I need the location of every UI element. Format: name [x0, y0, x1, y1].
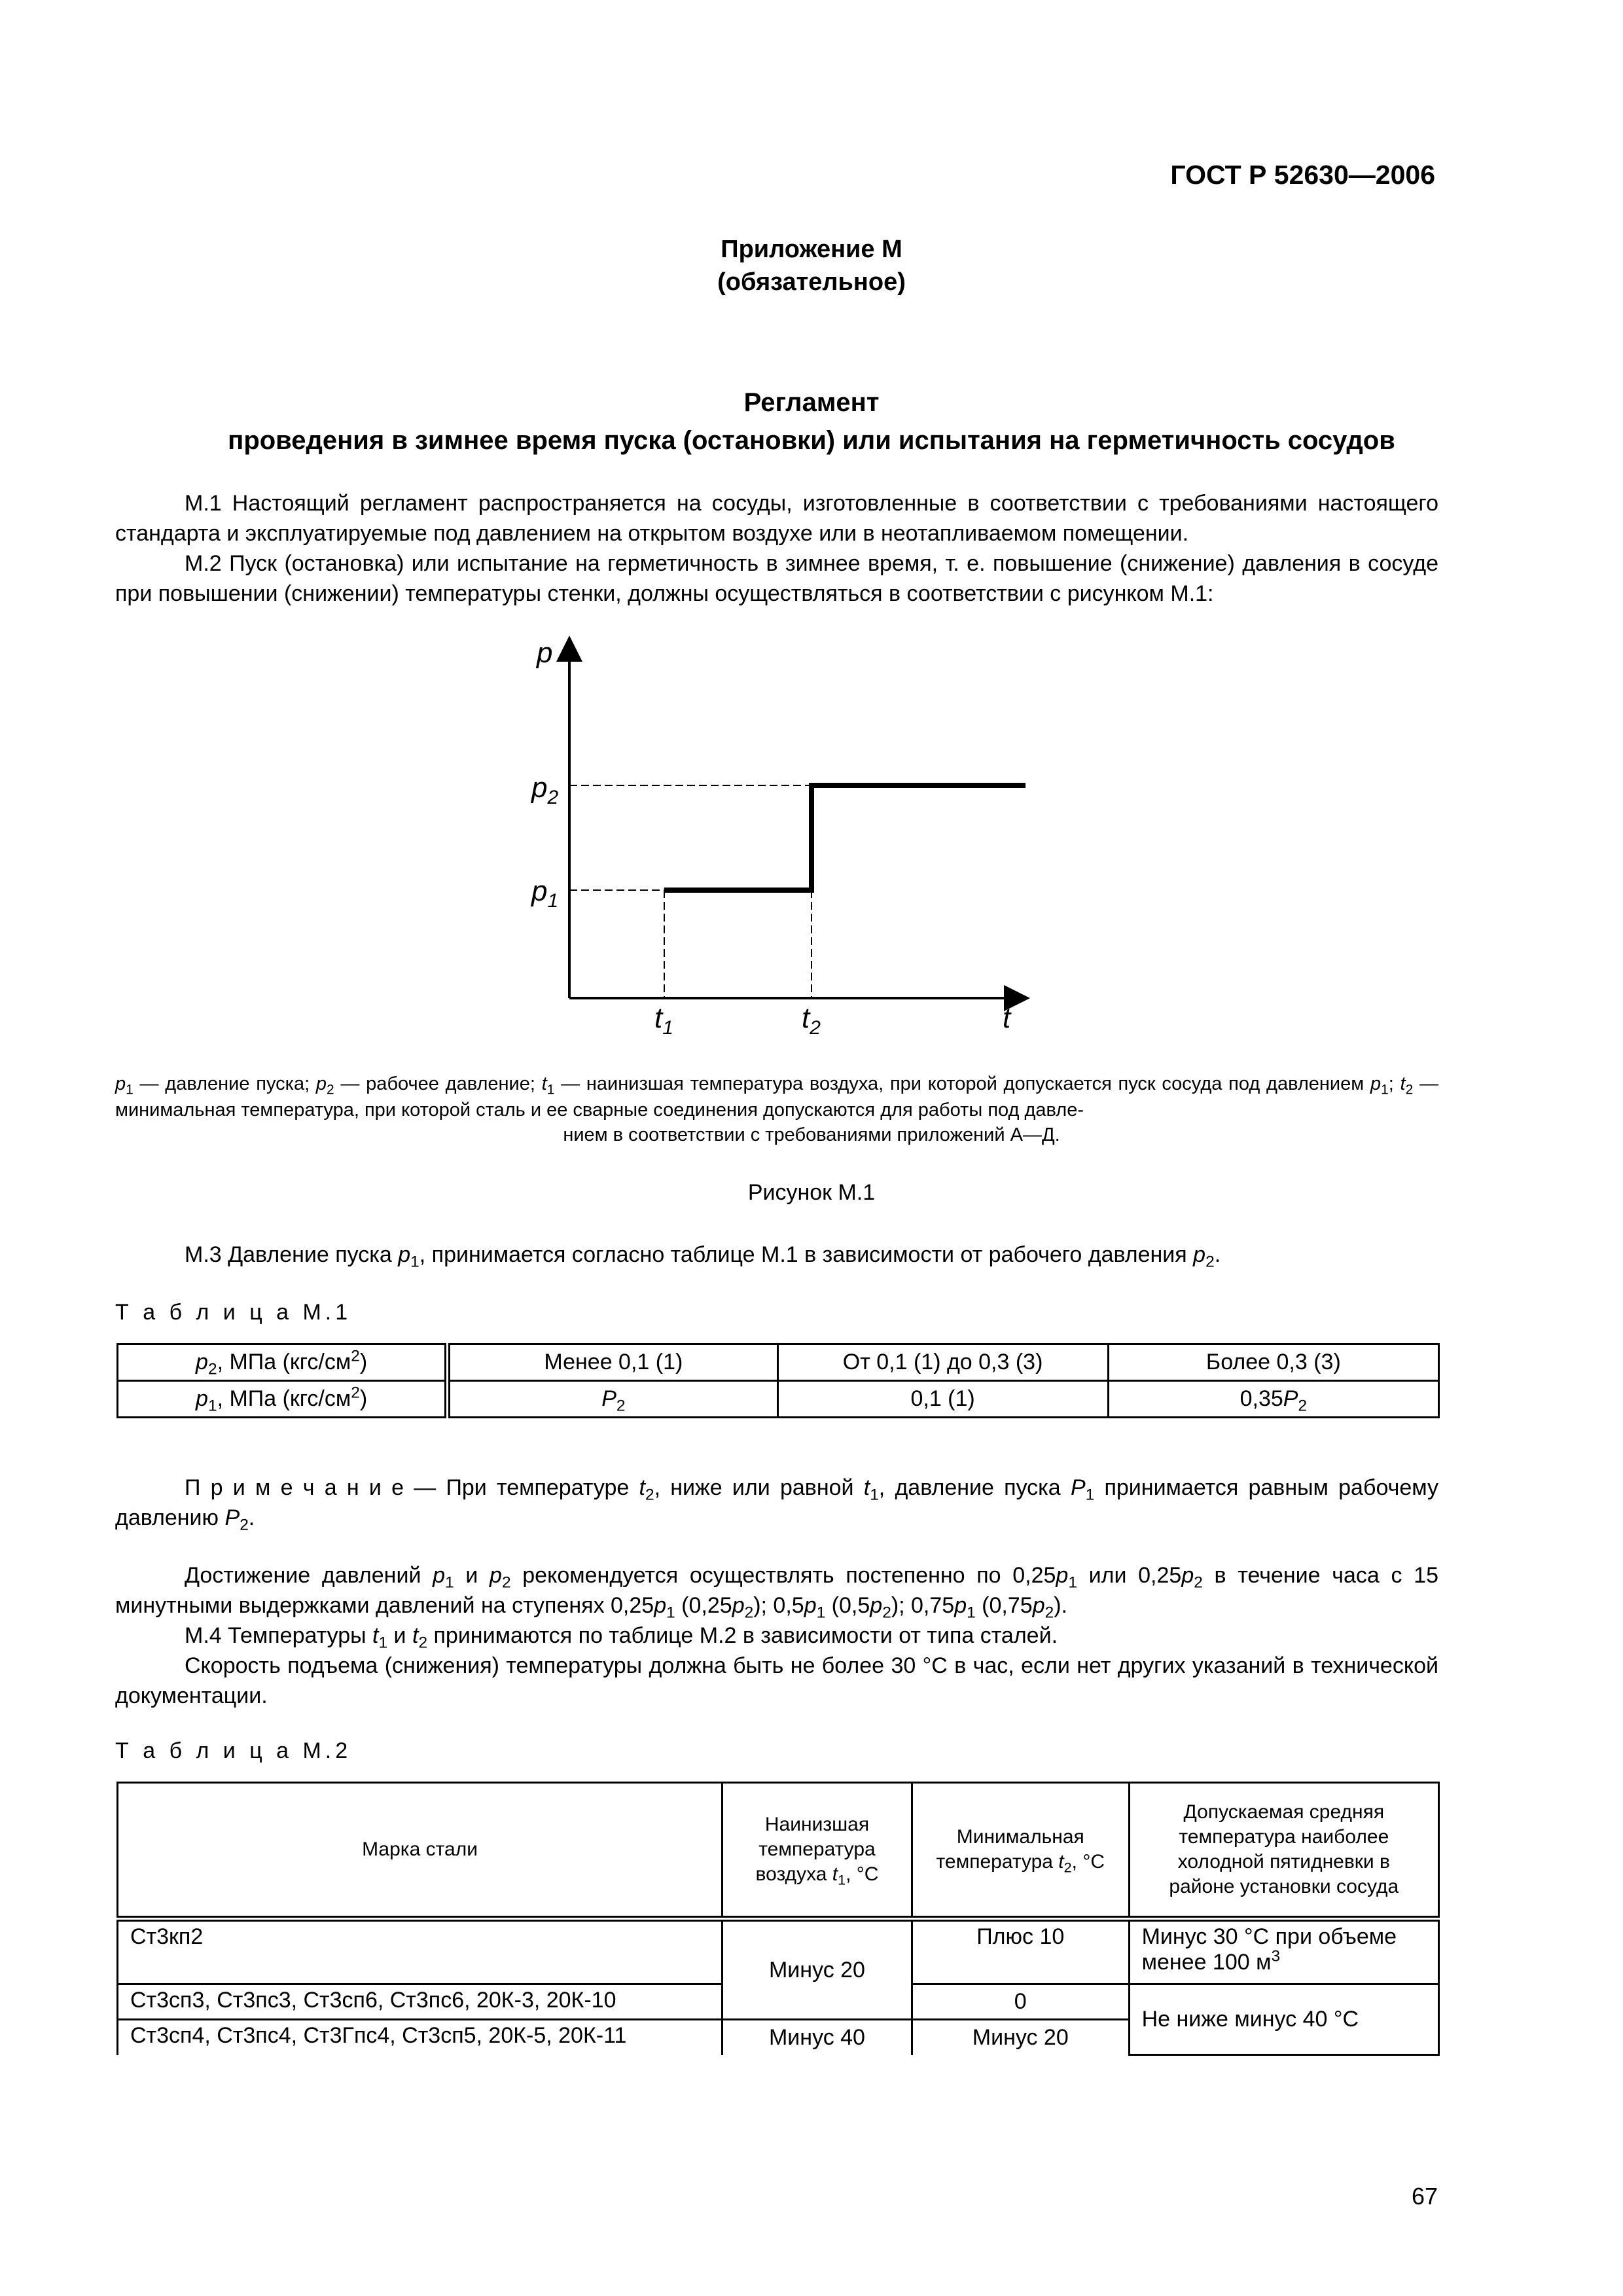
paragraph-speed: Скорость подъема (снижения) температуры должна быть не более 30 °С в час, если нет других указаний в технической документации.	[115, 1653, 1438, 1708]
paragraph-m4: М.4 Температуры $t_1$ и $t_2$ принимаются по таблице М.2 в зависимости от типа сталей.	[185, 1623, 1058, 1652]
document-title	[0, 384, 1623, 459]
table-m1	[116, 1343, 1440, 1418]
t1-tick-label: $t_1$	[654, 1002, 673, 1039]
table1-note: П р и м е ч а н и е — При температуре $t_2$, ниже или равной $t_1$, давление пуска $P_1$ принимается равным рабочему давлению $P_2$.	[115, 1475, 1438, 1534]
steel-cell: Ст3кп2	[118, 1919, 722, 1984]
table1-caption: Т а б л и ц а М.1	[115, 1300, 352, 1325]
pressure-step-line	[664, 785, 1026, 890]
x-axis-label: t	[1003, 1002, 1011, 1034]
paragraph-pressure-steps: Достижение давлений $p_1$ и $p_2$ рекомендуется осуществлять постепенно по $0,25p_1$ или $0,25p_2$ в течение часа с 15 минутными выдержками давлений на ступенях $0,25p_1$ $(0,25p_2)$; $0,5p_1$ $(0,5p_2)$; $0,75p_1$ $(0,75p_2)$.	[115, 1563, 1438, 1622]
title-line-2: проведения в зимнее время пуска (остановки) или испытания на герметичность сосудов	[228, 426, 1395, 455]
y-axis-label: p	[537, 637, 553, 669]
table1-cell: Более 0,3 (3)	[1108, 1344, 1438, 1381]
table1-cell: $P_2$	[448, 1381, 777, 1418]
t2-tick-label: $t_2$	[802, 1002, 821, 1039]
title-line-1: Регламент	[743, 388, 880, 417]
t2-cell: 0	[912, 1984, 1129, 2020]
p1-tick-label: $p_1$	[531, 875, 559, 912]
table1-row1-label: $p_2$, МПа $(кгс/см^2)$	[118, 1344, 448, 1381]
table-row	[118, 1919, 1439, 1984]
appendix-title: Приложение М	[721, 236, 902, 263]
table1-cell: 0,1 (1)	[777, 1381, 1108, 1418]
paragraph-m3: М.3 Давление пуска $p_1$, принимается согласно таблице М.1 в зависимости от рабочего давления $p_2$.	[185, 1242, 1221, 1271]
table-row	[118, 1381, 1439, 1418]
appendix-heading	[0, 233, 1623, 298]
figure-legend-end: нием в соответствии с требованиями приложений А—Д.	[563, 1124, 1060, 1145]
steel-cell: Ст3сп3, Ст3пс3, Ст3сп6, Ст3пс6, 20К-3, 20К-10	[118, 1984, 722, 2020]
header-t2: Минимальная температура $t_2$, °С	[912, 1783, 1129, 1919]
table-row	[118, 1344, 1439, 1381]
table1-cell: $0,35P_2$	[1108, 1381, 1438, 1418]
t1-cell: Минус 40	[722, 2020, 912, 2055]
table2-caption: Т а б л и ц а М.2	[115, 1738, 352, 1763]
table1-cell: От 0,1 (1) до 0,3 (3)	[777, 1344, 1108, 1381]
steel-cell: Ст3сп4, Ст3пс4, Ст3Гпс4, Ст3сп5, 20К-5, 20К-11	[118, 2020, 722, 2055]
figure-m1	[510, 635, 1047, 1054]
t1-cell: Минус 20	[722, 1919, 912, 2020]
page-number: 67	[1411, 2183, 1438, 2210]
table-m2	[116, 1782, 1440, 2056]
p2-tick-label: $p_2$	[531, 772, 559, 808]
standard-code: ГОСТ Р 52630—2006	[1170, 160, 1435, 190]
table1-cell: Менее 0,1 (1)	[448, 1344, 777, 1381]
figure-caption: Рисунок М.1	[747, 1180, 876, 1205]
appendix-status: (обязательное)	[717, 268, 906, 296]
avg-temp-cell: Минус 30 °С при объеме менее 100 $м^3$	[1129, 1919, 1438, 1984]
table-header-row	[118, 1783, 1439, 1919]
table1-row2-label: $p_1$, МПа $(кгс/см^2)$	[118, 1381, 448, 1418]
figure-legend: $p_1$ — давление пуска; $p_2$ — рабочее давление; $t_1$ — наинизшая температура воздуха, при которой допускается пуск сосуда под давлением $p_1$; $t_2$ — минимальная температура, при которой сталь и ее сварные соединения допускаются для работы под давле-	[115, 1073, 1438, 1121]
t2-cell: Минус 20	[912, 2020, 1129, 2055]
t2-cell: Плюс 10	[912, 1919, 1129, 1984]
header-avg-temp: Допускаемая средняя температура наиболее холодной пятидневки в районе установки сосуда	[1129, 1783, 1438, 1919]
header-t1: Наинизшая температура воздуха $t_1$, °С	[722, 1783, 912, 1919]
avg-temp-cell: Не ниже минус 40 °С	[1129, 1984, 1438, 2055]
header-steel: Марка стали	[118, 1783, 722, 1919]
paragraph-m1: М.1 Настоящий регламент распространяется на сосуды, изготовленные в соответствии с требованиями настоящего стандарта и эксплуатируемые под давлением на открытом воздухе или в неотапливаемом помещении.	[115, 491, 1438, 546]
paragraph-m2: М.2 Пуск (остановка) или испытание на герметичность в зимнее время, т. е. повышение (снижение) давления в сосуде при повышении (снижении) температуры стенки, должны осуществляться в соответствии с рисунком М.1:	[115, 551, 1438, 606]
